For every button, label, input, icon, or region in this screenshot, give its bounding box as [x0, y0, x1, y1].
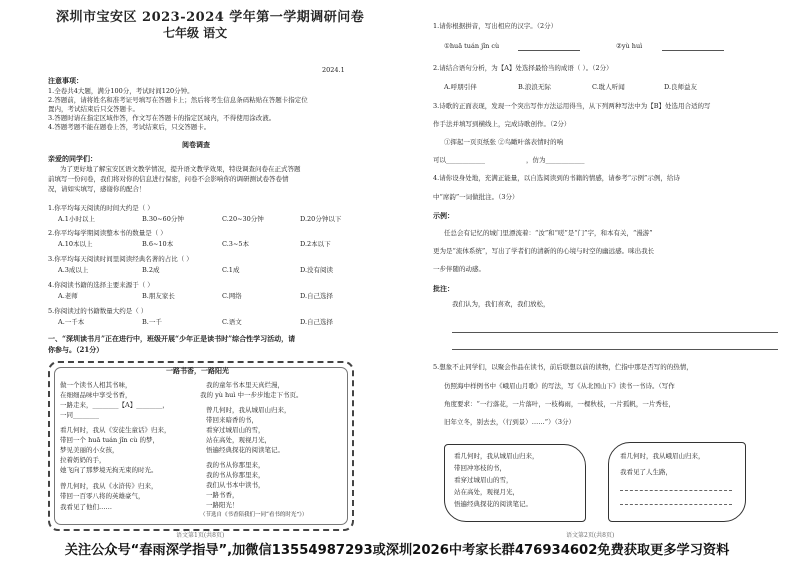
example-line: 更为是“流体系统”，写出了学者们的清新的的心境与时空的幽远感。咪出我长 — [433, 247, 655, 255]
survey-intro-line: 前填写一份问卷，我们将对你的信息进行保密，问卷不会影响你的调研测试卷答卷情 — [48, 175, 289, 183]
poem-title: 一路书香，一路阳光 — [166, 366, 229, 375]
notice-line: 3.答题时请在指定区域作答，作文写在答题卡的指定区域内，不得使用涂改液。 — [48, 114, 276, 122]
answer-line[interactable] — [662, 50, 724, 51]
poem-line: 梦见美丽的小女孩， — [60, 446, 119, 454]
poem-line: 一路阳光！ — [206, 501, 239, 509]
survey-option: B.一千 — [142, 318, 162, 326]
survey-option: D.20分钟以下 — [300, 215, 342, 223]
survey-question: 4.你阅读书籍的选择主要来源于（ ） — [48, 281, 154, 289]
question-5-cont: 仿照海中样例书中《峨眉山月歌》的写法，写《从北国山下》读书一书诗。（写作 — [444, 382, 675, 390]
leaf-line: 悟遍经典探花的阅读笔记。 — [454, 500, 532, 508]
question-5: 5.想象不止同学们，以聚会作品在读书，前后联想以前的读物，伫指中那是否写的的热情， — [433, 363, 693, 371]
poem-line: 在细细品味中享受书香， — [60, 391, 132, 399]
example-label: 示例： — [433, 211, 454, 220]
left-page — [0, 0, 397, 540]
right-page-number: 语文第2页(共8页) — [566, 532, 615, 539]
survey-title: 阅卷调查 — [182, 140, 210, 149]
survey-option: D.自己选择 — [300, 292, 334, 300]
poem-line: 我的童年书本里天真烂漫， — [206, 381, 284, 389]
q3-line-b: ，仿为____________ — [526, 156, 585, 164]
answer-line[interactable] — [620, 504, 732, 505]
answer-line[interactable] — [620, 490, 732, 491]
poem-line: 站在高处，观视月光， — [206, 436, 271, 444]
poem-line: 我看见了他们…… — [60, 503, 112, 511]
pinyin-b: ②yù huì — [616, 42, 643, 50]
survey-option: B.朋友家长 — [142, 292, 175, 300]
example-line: 一步伴随的动感。 — [433, 265, 485, 273]
survey-option: D.没有阅读 — [300, 266, 334, 274]
leaf-line: 看几何时，我从城眉山归来， — [454, 452, 539, 460]
survey-option: D.2本以下 — [300, 240, 331, 248]
leaf-line: 看几何时，我从峨眉山归来， — [620, 452, 705, 460]
leaf-line: 我看见了人生路， — [620, 468, 672, 476]
section-heading: 一、“深圳读书月”正在进行中，班级开展“少年正是读书时”综合性学习活动，请 — [48, 334, 296, 343]
survey-option: C.20~30分钟 — [222, 215, 264, 223]
note-label: 批注： — [433, 284, 454, 293]
survey-option: C.语文 — [222, 318, 242, 326]
answer-line[interactable] — [452, 349, 778, 350]
footer-banner: 关注公众号“春雨深学指导”,加微信13554987293或深圳2026中考家长群476934602免费获取更多学习资料 — [64, 543, 730, 558]
poem-line: 带回来暗香的书， — [206, 416, 258, 424]
survey-intro-line: 况，请如实填写，感谢你的配合！ — [48, 185, 146, 193]
answer-line[interactable] — [452, 332, 778, 333]
notice-heading: 注意事项： — [48, 76, 83, 85]
survey-option: C.1成 — [222, 266, 240, 274]
question-3-cont: 作手法并填写到横线上，完成诗歌创作。（2分） — [433, 120, 571, 128]
q2-option: C.耽人听闻 — [592, 83, 625, 91]
leaf-line: 看穿过城眉山的雪， — [454, 476, 513, 484]
poem-line: 我的书从你那里来， — [206, 471, 265, 479]
q2-option: A.呼朋引伴 — [444, 83, 477, 91]
question-5-cont: 旧年立冬，别去去，（行到景）……”）（3分） — [444, 418, 575, 426]
notice-line: 1.全卷共4大题，满分100分，考试时间120分钟。 — [48, 87, 194, 95]
poem-line: 我的 yù huì 中一步步地走下书页。 — [200, 391, 303, 399]
poem-line: 一同________ — [60, 411, 99, 419]
question-1: 1.请你根据拼音，写出相应的汉字。（2分） — [433, 22, 558, 30]
poem-line: 拉着奶奶的手， — [60, 456, 106, 464]
exam-date: 2024.1 — [322, 66, 345, 74]
q3-line-a: 可以____________ — [433, 156, 485, 164]
note-text: 我们认为，我们喜欢，我们放松， — [452, 300, 550, 308]
exam-title: 深圳市宝安区 2023-2024 学年第一学期调研问卷 — [56, 10, 365, 25]
survey-question: 5.你阅读过的书籍数量大约是（ ） — [48, 307, 148, 315]
survey-intro-line: 为了更好地了解宝安区语文教学情况，提升语文教学效果，特设调查问卷在正式答题 — [60, 165, 301, 173]
notice-line: 4.答题考题不能在题卷上答，考试结束后，只交答题卡。 — [48, 123, 211, 131]
notice-line: 2.答题前，请将姓名和准考证号填写在答题卡上；然后将考生信息条码粘贴在答题卡指定位 — [48, 96, 308, 104]
survey-option: D.自己选择 — [300, 318, 334, 326]
poem-line: 做一个读书人相其书味， — [60, 381, 132, 389]
poem-line: 带回一百零八将的英雄豪气， — [60, 492, 145, 500]
poem-line: 一路走来，________【A】________， — [60, 401, 169, 409]
poem-line: 她飞向了那梦境无拘无束的时光。 — [60, 466, 158, 474]
poem-line: 曾几何时，我从城眉山归来， — [206, 406, 291, 414]
poem-line: 我的书从你那里来， — [206, 461, 265, 469]
exam-subtitle: 七年级 语文 — [163, 26, 228, 40]
section-heading-cont: 你参与。（21分） — [48, 345, 104, 354]
survey-option: C.3~5本 — [222, 240, 250, 248]
survey-question: 1.你平均每天阅读的时间大约是（ ） — [48, 204, 154, 212]
survey-option: A.1小时以上 — [58, 215, 95, 223]
survey-option: B.30~60分钟 — [142, 215, 184, 223]
poem-line: 我们从书本中读书， — [206, 481, 265, 489]
left-page-number: 语文第1页(共8页) — [176, 532, 225, 539]
q2-option: D.良师益友 — [664, 83, 698, 91]
poem-source: （节选自《书香陪我们一同“看书的时光”》） — [200, 512, 308, 518]
poem-line: 一路书香， — [206, 491, 239, 499]
question-4-cont: 中“席韵”一词做批注。（3分） — [433, 193, 519, 201]
answer-line[interactable] — [518, 50, 580, 51]
question-3: 3.诗歌的正面表现，发现一个突出写作方法运用得当，从下列两种写法中为【B】处选用合适的写 — [433, 102, 711, 110]
survey-option: B.2成 — [142, 266, 160, 274]
question-5-cont: 角度要求：“一行落花，一片落叶，一枝梅雨，一棵秋枝，一片孤帆，一片秀桂， — [444, 400, 675, 408]
example-line: 任总会有记忆的城门里漂流着：“汝”和“嗟”是“门”字，和本有关，“漫游” — [444, 229, 653, 237]
leaf-line: 站在高处，观视月光， — [454, 488, 519, 496]
survey-option: C.网络 — [222, 292, 242, 300]
notice-line: 置内，考试结束后只交答题卡。 — [48, 105, 139, 113]
poem-line: 曾几何时，我从《水浒传》归来， — [60, 482, 158, 490]
poem-line: 看穿过城眉山的雪， — [206, 426, 265, 434]
pinyin-a: ①huā tuán jǐn cù — [444, 42, 500, 50]
q3-options: ①挥起一页页纸张 ②鸟瞰叶落表情时的响 — [444, 138, 564, 146]
poem-line: 看几何时，我从《安徒生童话》归来， — [60, 426, 171, 434]
survey-question: 3.你平均每天阅读时间里阅读经典名著的占比（ ） — [48, 255, 193, 263]
question-4: 4.请你设身处地，充满正能量，以自选阅读到的书籍的情感，请参考“示例”示例，给诗 — [433, 174, 680, 182]
right-page — [400, 0, 794, 540]
survey-question: 2.你平均每学期阅读整本书的数量是（ ） — [48, 229, 167, 237]
leaf-line: 带回冲寒枝的书， — [454, 464, 506, 472]
q2-option: B.浪浪无际 — [518, 83, 551, 91]
survey-option: A.10本以上 — [58, 240, 93, 248]
question-2: 2.请结合语句分析，为【A】处选择最恰当的成语（ ）。（2分） — [433, 64, 613, 72]
poem-line: 悟遍经典探花的阅读笔记。 — [206, 446, 284, 454]
survey-option: A.老师 — [58, 292, 78, 300]
survey-option: A.3成以上 — [58, 266, 89, 274]
poem-line: 带回一个 huā tuán jǐn cù 的梦， — [60, 436, 160, 444]
survey-option: B.6~10本 — [142, 240, 174, 248]
survey-option: A.一千本 — [58, 318, 85, 326]
survey-greeting: 亲爱的同学们： — [48, 154, 97, 163]
